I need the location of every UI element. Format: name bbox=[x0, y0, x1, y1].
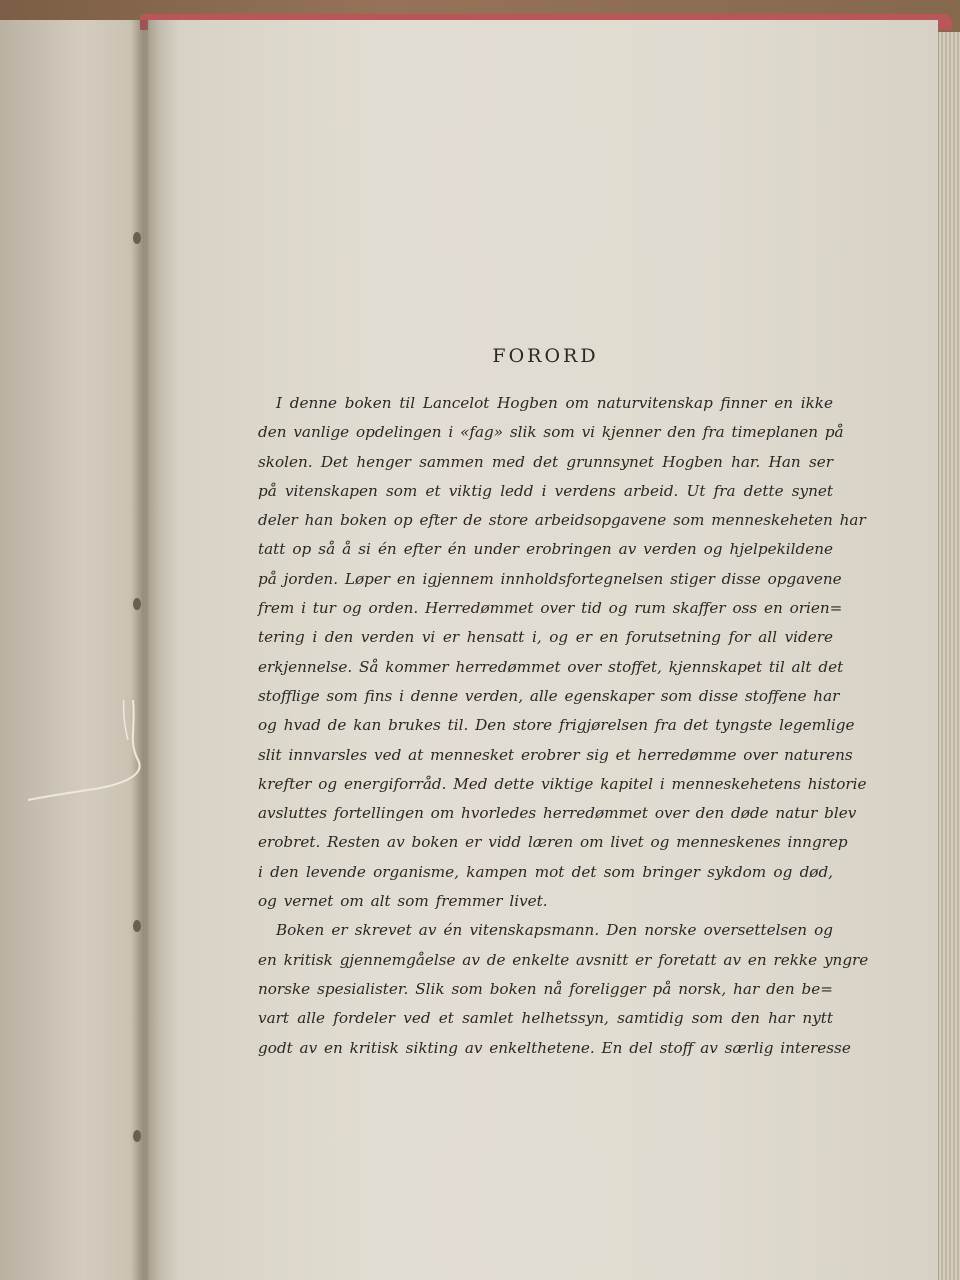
text-line: og hvad de kan brukes til. Den store frigjørelsen fra det tyngste legemlige bbox=[258, 716, 855, 735]
text-line: slit innvarsles ved at mennesket erobrer sig et herredømme over naturens bbox=[258, 745, 853, 764]
text-line: tatt op så å si én efter én under erobringen av verden og hjelpekildene bbox=[258, 540, 833, 559]
text-line: frem i tur og orden. Herredømmet over tid og rum skaffer oss en orien= bbox=[258, 599, 843, 618]
text-line: deler han boken op efter de store arbeidsopgavene som menneskeheten har bbox=[258, 511, 866, 530]
binding-stitch bbox=[133, 1130, 141, 1142]
text-line: erkjennelse. Så kommer herredømmet over stoffet, kjennskapet til alt det bbox=[258, 657, 844, 676]
text-line: Boken er skrevet av én vitenskapsmann. Den norske oversettelsen og bbox=[276, 921, 833, 940]
page-title: FORORD bbox=[492, 345, 599, 367]
text-line: godt av en kritisk sikting av enkelthetene. En del stoff av særlig interesse bbox=[258, 1038, 851, 1057]
text-line: vart alle fordeler ved et samlet helhetssyn, samtidig som den har nytt bbox=[258, 1009, 833, 1028]
text-line: skolen. Det henger sammen med det grunnsynet Hogben har. Han ser bbox=[258, 452, 833, 471]
text-line: tering i den verden vi er hensatt i, og er en forutsetning for all videre bbox=[258, 628, 833, 647]
foreword-body bbox=[258, 389, 869, 1063]
text-line: på vitenskapen som et viktig ledd i verdens arbeid. Ut fra dette synet bbox=[258, 481, 833, 500]
page-edges bbox=[938, 32, 960, 1280]
text-line: I denne boken til Lancelot Hogben om naturvitenskap finner en ikke bbox=[276, 394, 833, 412]
text-line: og vernet om alt som fremmer livet. bbox=[258, 892, 548, 911]
text-line: avsluttes fortellingen om hvorledes herredømmet over den døde natur blev bbox=[258, 804, 857, 823]
binding-stitch bbox=[133, 598, 141, 610]
binding-stitch bbox=[133, 232, 141, 244]
text-line: en kritisk gjennemgåelse av de enkelte avsnitt er foretatt av en rekke yngre bbox=[258, 950, 869, 969]
book-gutter bbox=[130, 20, 160, 1280]
foreword-text bbox=[258, 345, 869, 1063]
text-line: på jorden. Løper en igjennem innholdsfortegnelsen stiger disse opgavene bbox=[258, 569, 842, 588]
binding-stitch bbox=[133, 920, 141, 932]
text-line: i den levende organisme, kampen mot det som bringer sykdom og død, bbox=[258, 862, 833, 881]
text-line: norske spesialister. Slik som boken nå foreligger på norsk, har den be= bbox=[258, 979, 833, 998]
text-line: den vanlige opdelingen i «fag» slik som vi kjenner den fra timeplanen på bbox=[258, 423, 844, 442]
binding-thread bbox=[28, 700, 146, 820]
text-line: krefter og energiforråd. Med dette viktige kapitel i menneskehetens historie bbox=[258, 774, 867, 793]
text-line: erobret. Resten av boken er vidd læren om livet og menneskenes inngrep bbox=[258, 833, 848, 852]
text-line: stofflige som fins i denne verden, alle egenskaper som disse stoffene har bbox=[258, 686, 840, 705]
